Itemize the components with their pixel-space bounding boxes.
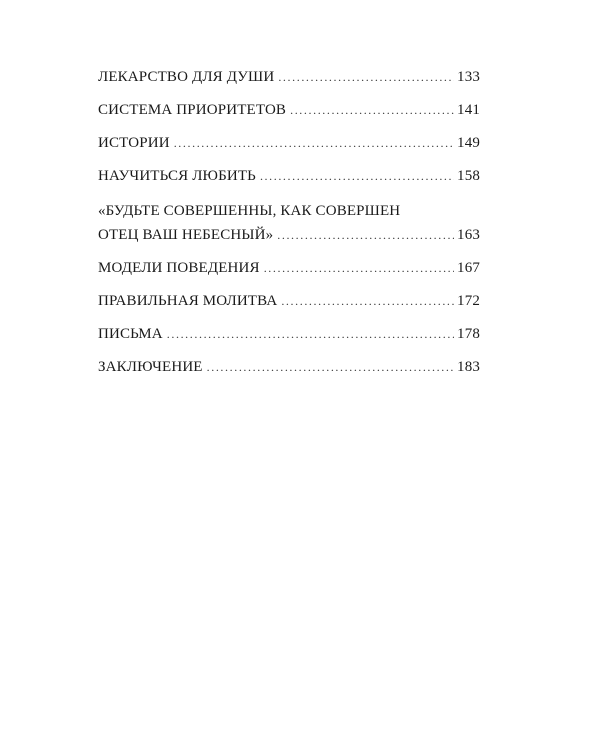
toc-entry-title: ЗАКЛЮЧЕНИЕ <box>98 359 203 375</box>
toc-entry-page: 133 <box>457 69 480 85</box>
toc-entry-title: НАУЧИТЬСЯ ЛЮБИТЬ <box>98 168 256 184</box>
dot-leader <box>278 66 454 88</box>
toc-entry <box>98 66 480 88</box>
toc-entry-page: 141 <box>457 102 480 118</box>
toc-entry-page: 167 <box>457 260 480 276</box>
toc-entry-title: МОДЕЛИ ПОВЕДЕНИЯ <box>98 260 260 276</box>
table-of-contents <box>98 66 480 378</box>
toc-entry <box>98 257 480 279</box>
toc-entry <box>98 198 480 246</box>
toc-entry <box>98 165 480 187</box>
toc-entry <box>98 132 480 154</box>
dot-leader <box>174 132 454 154</box>
toc-entry-page: 178 <box>457 326 480 342</box>
toc-entry-title: ИСТОРИИ <box>98 135 170 151</box>
dot-leader <box>290 99 454 121</box>
toc-entry-page: 163 <box>457 227 480 243</box>
dot-leader <box>260 165 454 187</box>
dot-leader <box>167 323 454 345</box>
toc-entry-page: 183 <box>457 359 480 375</box>
toc-entry <box>98 290 480 312</box>
toc-entry-title: СИСТЕМА ПРИОРИТЕТОВ <box>98 102 287 118</box>
toc-entry-title-line2: ОТЕЦ ВАШ НЕБЕСНЫЙ» <box>98 227 274 243</box>
toc-entry-title: ЛЕКАРСТВО ДЛЯ ДУШИ <box>98 69 275 85</box>
dot-leader <box>277 224 454 246</box>
toc-entry <box>98 356 480 378</box>
toc-entry-title: ПРАВИЛЬНАЯ МОЛИТВА <box>98 293 278 309</box>
dot-leader <box>264 257 454 279</box>
toc-entry-title: ПИСЬМА <box>98 326 163 342</box>
toc-entry-page: 149 <box>457 135 480 151</box>
dot-leader <box>207 356 454 378</box>
dot-leader <box>281 290 454 312</box>
toc-entry-title-line1: «БУДЬТЕ СОВЕРШЕННЫ, КАК СОВЕРШЕН <box>98 203 401 219</box>
toc-entry <box>98 323 480 345</box>
toc-entry-page: 158 <box>457 168 480 184</box>
toc-entry <box>98 99 480 121</box>
toc-entry-page: 172 <box>457 293 480 309</box>
